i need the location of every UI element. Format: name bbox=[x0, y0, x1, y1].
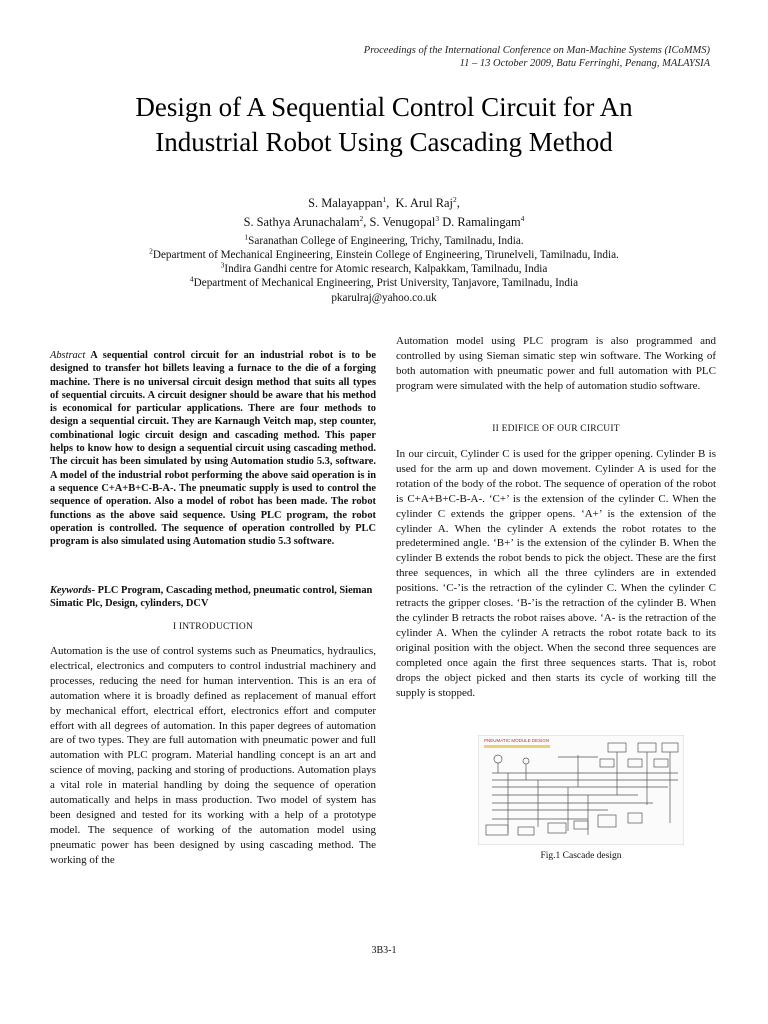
edifice-heading: II EDIFICE OF OUR CIRCUIT bbox=[492, 424, 620, 434]
affiliation-sup: 2 bbox=[149, 246, 153, 256]
author-sup: 2 bbox=[359, 213, 364, 223]
affiliation-text: Department of Mechanical Engineering, Prist University, Tanjavore, Tamilnadu, India bbox=[193, 277, 579, 289]
intro-text: Automation is the use of control systems such as Pneumatics, hydraulics, electrical, electronics and computers to control industrial machinery and processes, reducing the need for human intervention. This is an era of automation where it is broadly defined as replacement of manual effort by mechanical effort, electrical effort, electronics effort and computer effort with all degrees of automation. In this paper degrees of automation are of two types. They are full automation with pneumatic power and full automation with PLC program. Material handling concept is an art and science of moving, packing and storing of productions. Automation plays a vital role in material handling by doing the sequence of operation automatically and helps in mass production. Two model of system has been designed and tested for its working with a help of a prototype model. The sequence of working of the automation model using pneumatic power has been designed by using cascading method. The working of the bbox=[50, 645, 376, 866]
author-email: pkarulraj@yahoo.co.uk bbox=[331, 292, 437, 304]
abstract-label: Abstract bbox=[50, 350, 86, 361]
author-name: D. Ramalingam bbox=[442, 215, 521, 229]
cascade-design-figure bbox=[478, 735, 684, 845]
right-paragraph-1: Automation model using PLC program is also programmed and controlled by using Sieman simatic step win software. The Working of both automation with pneumatic power and full automation with PLC program were simulated with the help of automation studio software. bbox=[396, 335, 716, 392]
affiliation-sup: 1 bbox=[244, 232, 249, 242]
right-paragraph-2: In our circuit, Cylinder C is used for the gripper opening. Cylinder B is used for the arm up and down movement. Cylinder A is used for the rotation of the body of the robot. The sequence of operation of the robot is C+A+B+C-B-A-. ‘C+’ is the extension of the cylinder C. When the cylinder C extends the gripper opens. ‘A+’ is the extension of the cylinder A. When the cylinder A extends the robot rotates to the predetermined angle. ‘B+’ is the extension of the cylinder B. When the cylinder B extends the robot bends to pick the object. These are the first three sequences, in which all the three cylinders are in extended positions. ‘C-’is the retraction of the cylinder C. When the cylinder C retracts the gripper closes. ‘B-’is the retraction of the cylinder B. When the cylinder B retracts the robot raises above. ‘A- is the retraction of the cylinder A. When the cylinder A retracts the robot rotate back to its original position with the object. When the second three sequences are completed once again the first three sequences starts. That is, robot drops the object picked and then starts its cycle of working till the supply is stopped. bbox=[396, 448, 716, 699]
affiliation-sup: 4 bbox=[189, 274, 194, 284]
figure-caption: Fig.1 Cascade design bbox=[540, 851, 622, 861]
keywords-label: Keywords- bbox=[50, 585, 96, 596]
title-line-2: Industrial Robot Using Cascading Method bbox=[155, 127, 613, 157]
circuit-diagram bbox=[478, 735, 684, 845]
page-number: 3B3-1 bbox=[371, 945, 397, 956]
affiliation-text: Indira Gandhi centre for Atomic research, Kalpakkam, Tamilnadu, India bbox=[224, 263, 548, 275]
author-sup: 3 bbox=[435, 213, 440, 223]
intro-heading: I INTRODUCTION bbox=[172, 622, 254, 632]
author-sup: 1 bbox=[382, 194, 387, 204]
keywords bbox=[50, 584, 376, 611]
author-sup: 4 bbox=[520, 213, 525, 223]
affiliation-4 bbox=[40, 276, 728, 290]
conference-name: Proceedings of the International Conference on Man-Machine Systems (ICoMMS) bbox=[363, 45, 710, 56]
conference-dates: 11 – 13 October 2009, Batu Ferringhi, Penang, MALAYSIA bbox=[459, 58, 710, 69]
affiliation-sup: 3 bbox=[220, 260, 225, 270]
author-name: S. Sathya Arunachalam bbox=[243, 215, 360, 229]
affiliation-text: Saranathan College of Engineering, Trichy, Tamilnadu, India. bbox=[248, 235, 524, 247]
authors-line-2: S. Sathya Arunachalam$^2$, S. Venugopal$^3$ D. Ramalingam$^4$ bbox=[243, 213, 525, 229]
author-name: S. Venugopal bbox=[369, 215, 436, 229]
conference-header bbox=[364, 44, 710, 70]
affiliation-3 bbox=[40, 262, 728, 276]
abstract-text: A sequential control circuit for an industrial robot is to be designed to transfer hot billets leaving a furnace to the die of a forging machine. There is no universal circuit design method that suits all types of sequential circuits. A circuit designer should be aware that his method is economical for particular applications. There are four methods to design a sequential circuit. They are Karnaugh Veitch map, step counter, combinational logic circuit design and cascading method. This paper helps to know how to design a sequential circuit using cascading method. The circuit has been simulated by using Automation studio 5.3, software. A model of the industrial robot performing the above said operation is in a sequence C+A+B+C-B-A-. The pneumatic supply is used to control the sequence of operation. Also a model of robot has been made. The robot functions as the above said sequence. Using PLC program, the robot operation is controlled. The sequence of operation controlled by PLC program is also simulated using Automation studio 5.3 software. bbox=[50, 350, 376, 548]
author-sup: 2 bbox=[453, 194, 457, 204]
affiliation-2 bbox=[40, 248, 728, 262]
author-name: S. Malayappan bbox=[308, 196, 383, 210]
paper-title bbox=[40, 90, 728, 160]
authors-line-1: S. Malayappan$^1$, K. Arul Raj$^2$, bbox=[308, 194, 460, 210]
figure-inner-title: PNEUMATIC MODULE DESIGN bbox=[484, 738, 550, 743]
title-line-1: Design of A Sequential Control Circuit for An bbox=[135, 92, 633, 122]
keywords-text: PLC Program, Cascading method, pneumatic control, Sieman Simatic Plc, Design, cylinders, DCV bbox=[50, 585, 373, 610]
author-name: K. Arul Raj bbox=[395, 196, 453, 210]
abstract bbox=[50, 349, 376, 548]
affiliation-1 bbox=[40, 234, 728, 248]
affiliation-text: Department of Mechanical Engineering, Einstein College of Engineering, Tirunelveli, Tamilnadu, India. bbox=[152, 249, 619, 261]
